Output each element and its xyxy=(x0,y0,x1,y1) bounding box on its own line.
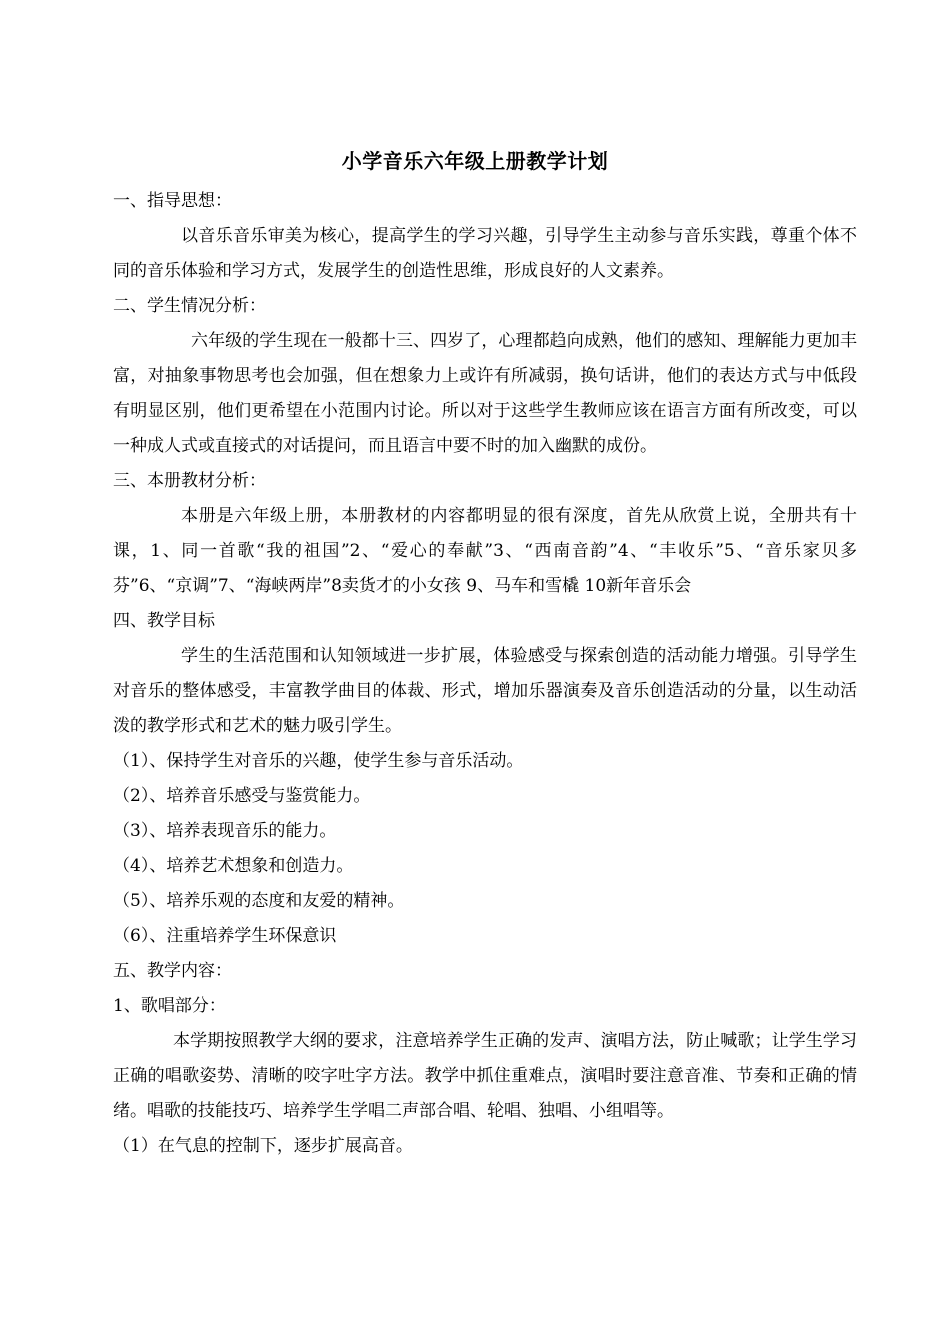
section-heading-textbook-analysis: 三、本册教材分析： xyxy=(113,471,266,491)
singing-paragraph: 本学期按照教学大纲的要求，注意培养学生正确的发声、演唱方法，防止喊歌；让学生学习正确的唱歌姿势、清晰的咬字吐字方法。教学中抓住重难点，演唱时要注意音准、节奏和正确的情绪。唱歌的技能技巧、培养学生学唱二声部合唱、轮唱、独唱、小组唱等。 xyxy=(113,1031,857,1121)
subsection-heading-singing: 1、歌唱部分： xyxy=(113,996,226,1016)
section-heading-teaching-content: 五、教学内容： xyxy=(113,961,232,981)
goal-item: （2）、培养音乐感受与鉴赏能力。 xyxy=(113,786,371,806)
singing-item: （1）在气息的控制下，逐步扩展高音。 xyxy=(113,1136,413,1156)
document-title: 小学音乐六年级上册教学计划 xyxy=(341,149,609,173)
guiding-idea-paragraph: 以音乐音乐审美为核心，提高学生的学习兴趣，引导学生主动参与音乐实践，尊重个体不同的音乐体验和学习方式，发展学生的创造性思维，形成良好的人文素养。 xyxy=(113,226,857,281)
goal-item: （5）、培养乐观的态度和友爱的精神。 xyxy=(113,891,405,911)
section-heading-teaching-goals: 四、教学目标 xyxy=(113,611,215,631)
section-heading-student-analysis: 二、学生情况分析： xyxy=(113,296,266,316)
document-body xyxy=(113,184,857,1164)
teaching-goals-paragraph: 学生的生活范围和认知领域进一步扩展，体验感受与探索创造的活动能力增强。引导学生对音乐的整体感受，丰富教学曲目的体裁、形式，增加乐器演奏及音乐创造活动的分量，以生动活泼的教学形式和艺术的魅力吸引学生。 xyxy=(113,646,857,736)
goal-item: （4）、培养艺术想象和创造力。 xyxy=(113,856,354,876)
student-analysis-paragraph: 六年级的学生现在一般都十三、四岁了，心理都趋向成熟，他们的感知、理解能力更加丰富，对抽象事物思考也会加强，但在想象力上或许有所减弱，换句话讲，他们的表达方式与中低段有明显区别，他们更希望在小范围内讨论。所以对于这些学生教师应该在语言方面有所改变，可以一种成人式或直接式的对话提问，而且语言中要不时的加入幽默的成份。 xyxy=(113,331,857,456)
goal-item: （1）、保持学生对音乐的兴趣，使学生参与音乐活动。 xyxy=(113,751,524,771)
textbook-analysis-paragraph: 本册是六年级上册，本册教材的内容都明显的很有深度，首先从欣赏上说，全册共有十课，1、同一首歌“我的祖国”2、“爱心的奉献”3、“西南音韵”4、“丰收乐”5、“音乐家贝多芬”6、“京调”7、“海峡两岸”8卖货才的小女孩 9、马车和雪橇 10新年音乐会 xyxy=(113,506,857,596)
goal-item: （6）、注重培养学生环保意识 xyxy=(113,926,337,946)
goal-item: （3）、培养表现音乐的能力。 xyxy=(113,821,337,841)
section-heading-guiding-idea: 一、指导思想： xyxy=(113,191,232,211)
